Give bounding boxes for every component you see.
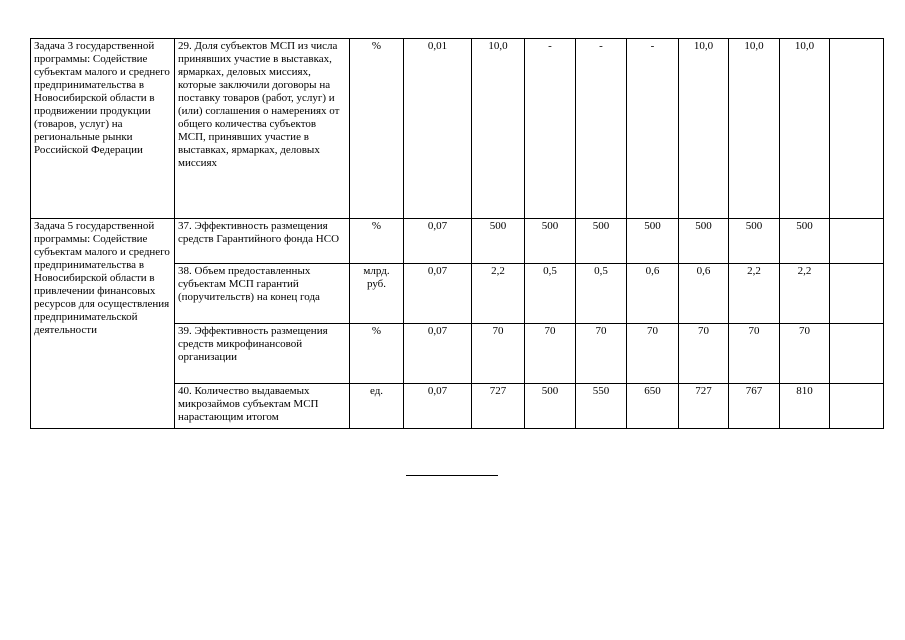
value-cell: - <box>525 39 576 219</box>
task-cell: Задача 3 государственной программы: Содействие субъектам малого и среднего предпринимательства в Новосибирской области в продвижении продукции (товаров, услуг) на региональные рынки Российской Федерации <box>31 39 175 219</box>
value-cell: 0,07 <box>404 384 472 429</box>
value-cell: 0,5 <box>525 264 576 324</box>
indicator-cell: 38. Объем предоставленных субъектам МСП гарантий (поручительств) на конец года <box>175 264 350 324</box>
value-cell: 500 <box>780 219 830 264</box>
value-cell: 500 <box>525 219 576 264</box>
unit-cell: % <box>350 219 404 264</box>
value-cell: 70 <box>576 324 627 384</box>
value-cell: 0,5 <box>576 264 627 324</box>
value-cell <box>830 384 884 429</box>
value-cell: 10,0 <box>780 39 830 219</box>
value-cell: 70 <box>679 324 729 384</box>
indicator-cell: 39. Эффективность размещения средств микрофинансовой организации <box>175 324 350 384</box>
indicators-table <box>30 38 884 429</box>
value-cell <box>830 219 884 264</box>
value-cell: 10,0 <box>472 39 525 219</box>
value-cell: 500 <box>525 384 576 429</box>
unit-cell: % <box>350 324 404 384</box>
value-cell: 500 <box>472 219 525 264</box>
indicator-cell: 40. Количество выдаваемых микрозаймов субъектам МСП нарастающим итогом <box>175 384 350 429</box>
value-cell: 767 <box>729 384 780 429</box>
value-cell: 70 <box>627 324 679 384</box>
value-cell: - <box>627 39 679 219</box>
value-cell: 500 <box>729 219 780 264</box>
value-cell: 0,01 <box>404 39 472 219</box>
task-cell: Задача 5 государственной программы: Содействие субъектам малого и среднего предпринимательства в Новосибирской области в привлечении финансовых ресурсов для осуществления предпринимательской деятельности <box>31 219 175 429</box>
value-cell: 70 <box>729 324 780 384</box>
value-cell: 2,2 <box>729 264 780 324</box>
value-cell: 500 <box>679 219 729 264</box>
indicator-cell: 37. Эффективность размещения средств Гарантийного фонда НСО <box>175 219 350 264</box>
value-cell: 10,0 <box>679 39 729 219</box>
value-cell: 0,07 <box>404 219 472 264</box>
value-cell: 500 <box>576 219 627 264</box>
table-row <box>31 39 884 219</box>
value-cell: 70 <box>525 324 576 384</box>
value-cell: 727 <box>679 384 729 429</box>
value-cell: 727 <box>472 384 525 429</box>
value-cell: 70 <box>780 324 830 384</box>
indicator-cell: 29. Доля субъектов МСП из числа принявших участие в выставках, ярмарках, деловых миссиях, которые заключили договоры на поставку товаров (работ, услуг) и (или) соглашения о намерениях от общего количества субъектов МСП, принявших участие в выставках, ярмарках, деловых миссиях <box>175 39 350 219</box>
value-cell: 2,2 <box>780 264 830 324</box>
value-cell: 10,0 <box>729 39 780 219</box>
value-cell: 650 <box>627 384 679 429</box>
unit-cell: млрд. руб. <box>350 264 404 324</box>
value-cell: 810 <box>780 384 830 429</box>
value-cell: 70 <box>472 324 525 384</box>
value-cell <box>830 39 884 219</box>
value-cell: 500 <box>627 219 679 264</box>
value-cell <box>830 324 884 384</box>
value-cell: 0,07 <box>404 264 472 324</box>
value-cell: - <box>576 39 627 219</box>
value-cell: 0,6 <box>627 264 679 324</box>
value-cell: 0,6 <box>679 264 729 324</box>
value-cell: 0,07 <box>404 324 472 384</box>
value-cell: 550 <box>576 384 627 429</box>
unit-cell: % <box>350 39 404 219</box>
table-row <box>31 219 884 264</box>
value-cell: 2,2 <box>472 264 525 324</box>
end-separator-line <box>406 475 498 476</box>
unit-cell: ед. <box>350 384 404 429</box>
value-cell <box>830 264 884 324</box>
